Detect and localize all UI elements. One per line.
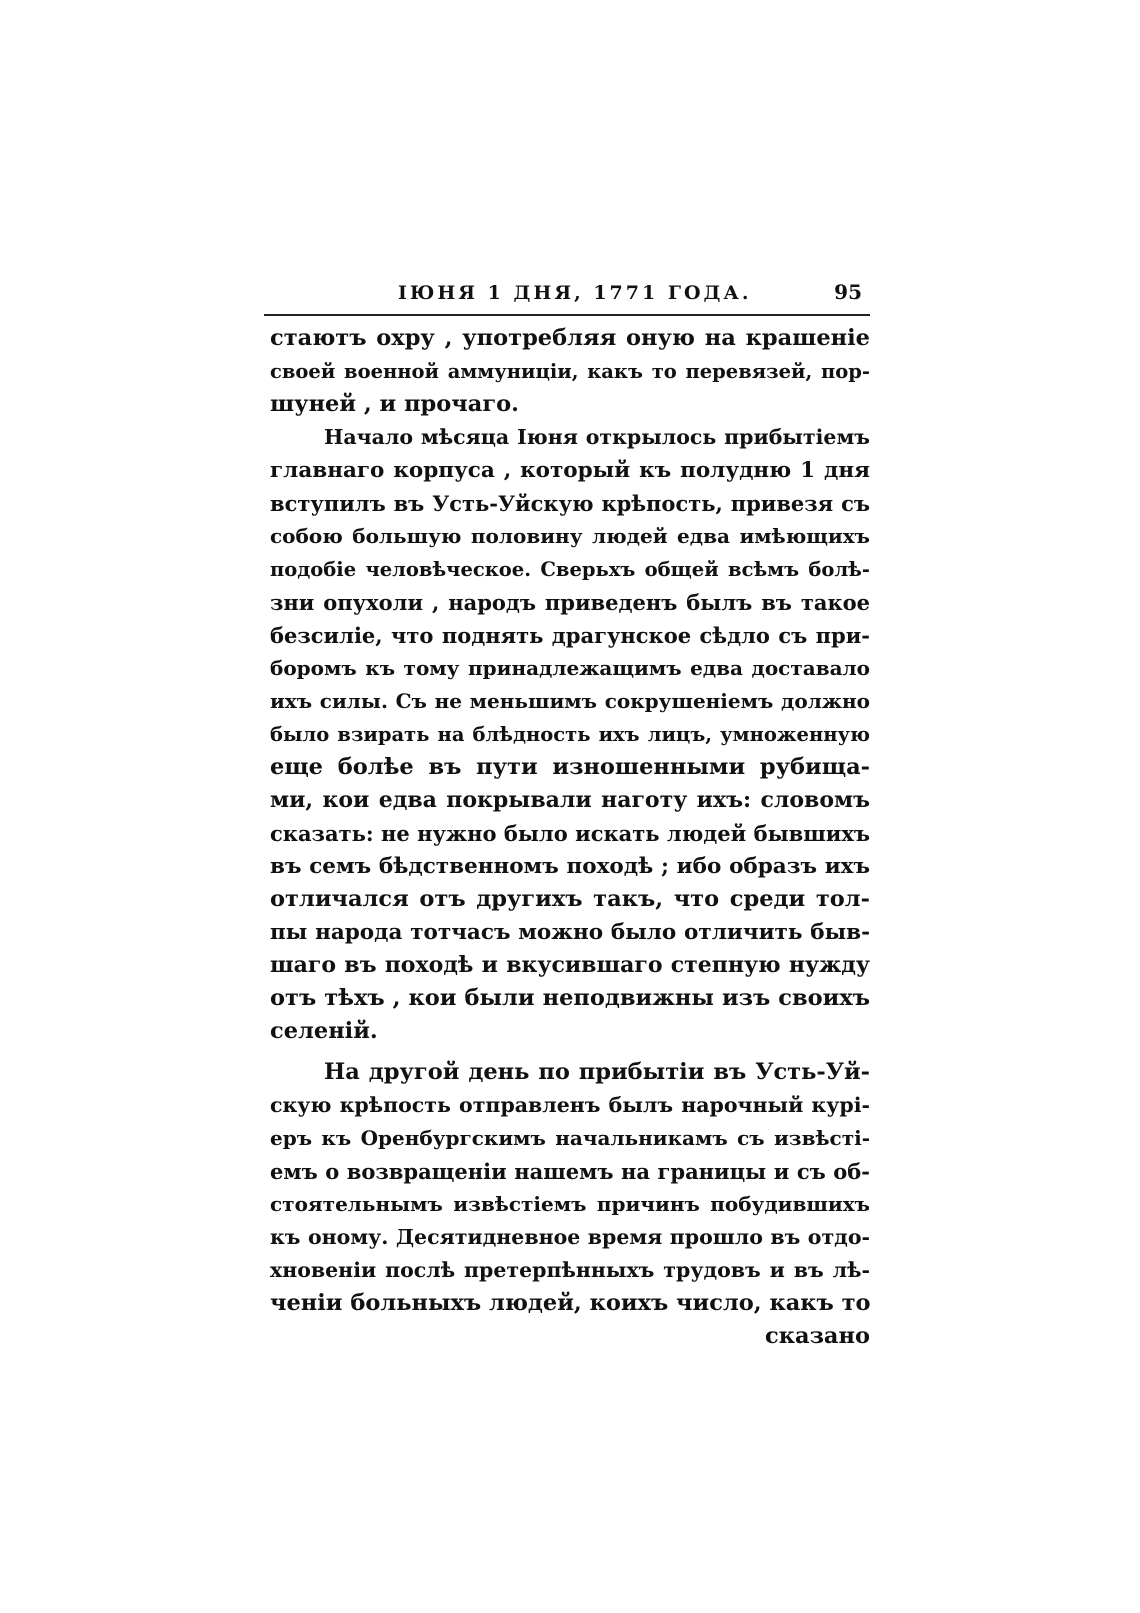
running-title: ІЮНЯ 1 ДНЯ, 1771 ГОДА. <box>398 282 752 304</box>
catchword: сказано <box>765 1323 870 1349</box>
paragraph-gap <box>270 1048 870 1056</box>
paragraph-3 <box>270 1056 870 1353</box>
text-line: вступилъ въ Усть-Уйскую крѣпость, привезя съ <box>270 491 870 516</box>
text-line: сказать: не нужно было искать людей бывшихъ <box>270 821 870 846</box>
running-head <box>270 280 870 310</box>
text-line: Начало мѣсяца Іюня открылось прибытіемъ <box>324 425 870 449</box>
text-line: было взирать на блѣдность ихъ лицъ, умноженную <box>270 723 870 746</box>
page-number: 95 <box>834 280 862 304</box>
text-line: селеній. <box>270 1018 378 1044</box>
text-line: стаютъ охру , употребляя оную на крашеніе <box>270 325 870 351</box>
text-line: ченіи больныхъ людей, коихъ число, какъ то <box>270 1290 871 1316</box>
text-line: шаго въ походѣ и вкусившаго степную нужду <box>270 952 870 978</box>
text-line: еръ къ Оренбургскимъ начальникамъ съ извѣсті- <box>270 1126 870 1150</box>
text-line: въ семъ бѣдственномъ походѣ ; ибо образъ ихъ <box>270 854 870 879</box>
text-line: къ оному. Десятидневное время прошло въ отдо- <box>270 1225 870 1249</box>
text-line: еще болѣе въ пути изношенными рубища- <box>270 754 870 780</box>
text-line: ихъ силы. Съ не меньшимъ сокрушеніемъ должно <box>270 689 870 713</box>
text-line: ми, кои едва покрывали наготу ихъ: словомъ <box>270 787 870 813</box>
book-page <box>270 280 870 1353</box>
body-text <box>270 322 870 1353</box>
text-line: безсиліе, что поднять драгунское сѣдло съ при- <box>270 623 870 648</box>
text-line: подобіе человѣческое. Сверьхъ общей всѣмъ болѣ- <box>270 558 870 581</box>
paragraph-1 <box>270 322 870 421</box>
header-rule <box>264 314 870 316</box>
text-line: скую крѣпость отправленъ былъ нарочный курі- <box>270 1093 870 1117</box>
paragraph-2 <box>270 421 870 1048</box>
text-line: отличался отъ другихъ такъ, что среди тол- <box>270 886 870 912</box>
text-line: боромъ къ тому принадлежащимъ едва доставало <box>270 656 870 680</box>
text-line: собою большую половину людей едва имѣющихъ <box>270 524 870 548</box>
text-line: шуней , и прочаго. <box>270 391 519 417</box>
text-line: зни опухоли , народъ приведенъ былъ въ такое <box>270 590 870 615</box>
text-line: хновеніи послѣ претерпѣнныхъ трудовъ и въ лѣ- <box>270 1258 870 1282</box>
text-line: пы народа тотчасъ можно было отличить быв- <box>270 920 870 945</box>
text-line: отъ тѣхъ , кои были неподвижны изъ своихъ <box>270 985 870 1011</box>
text-line: своей военной аммуниціи, какъ то перевязей, пор- <box>270 360 870 383</box>
text-line: стоятельнымъ извѣстіемъ причинъ побудившихъ <box>270 1192 870 1216</box>
text-line: главнаго корпуса , который къ полудню 1 дня <box>270 458 870 483</box>
text-line: емъ о возвращеніи нашемъ на границы и съ об- <box>270 1159 870 1184</box>
text-line: На другой день по прибытіи въ Усть-Уй- <box>324 1059 870 1085</box>
